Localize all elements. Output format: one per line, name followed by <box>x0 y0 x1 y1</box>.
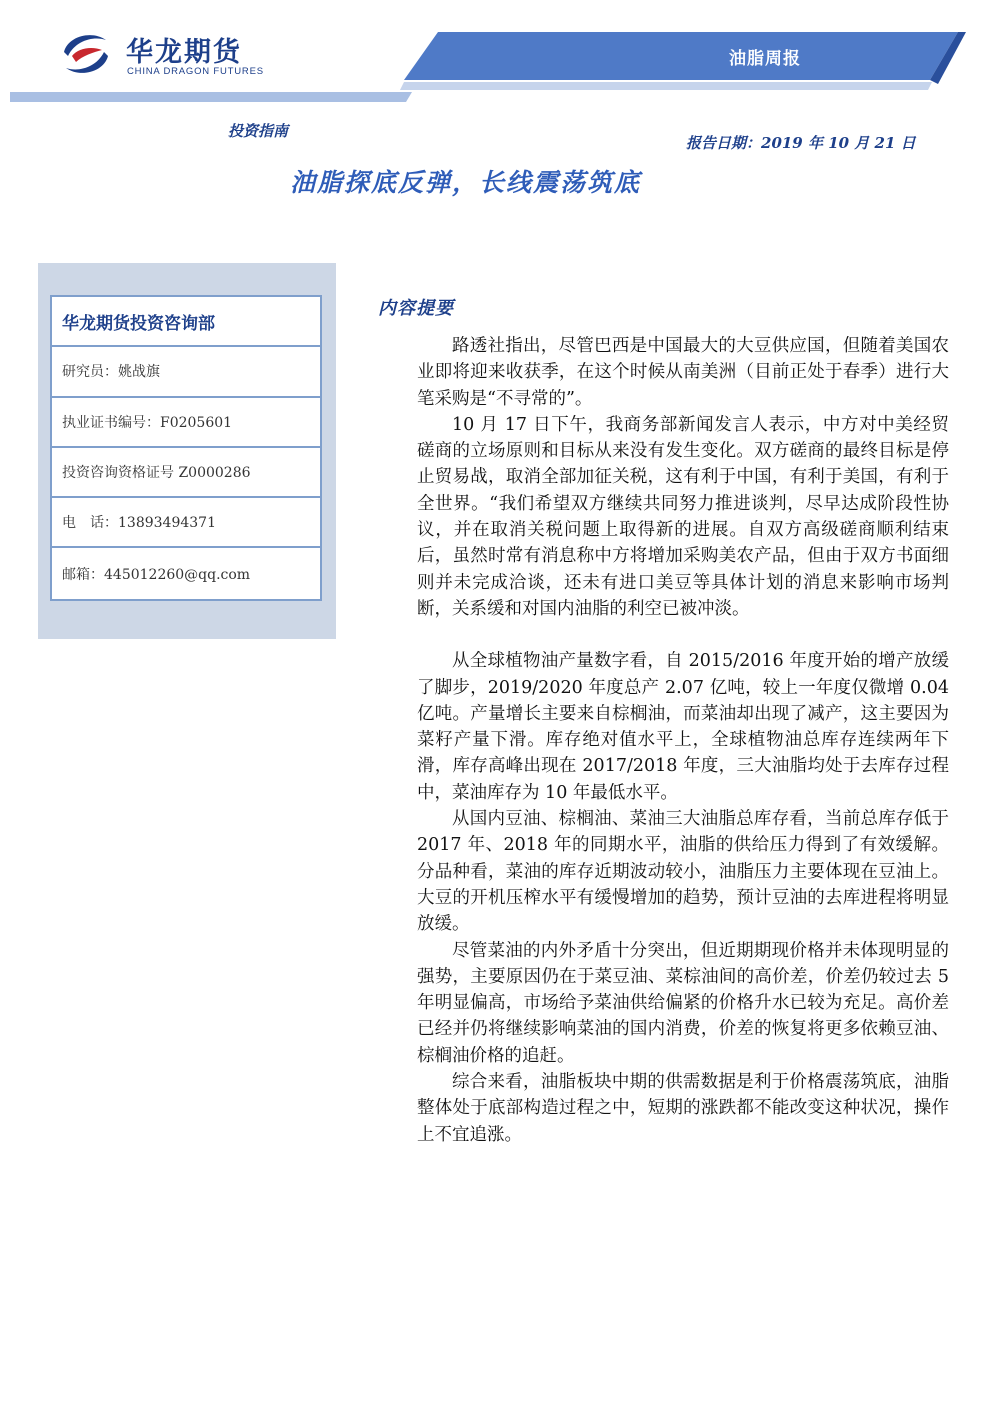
brand-name-en: CHINA DRAGON FUTURES <box>127 66 264 77</box>
summary-paragraph: 综合来看，油脂板块中期的供需数据是利于价格震荡筑底，油脂整体处于底部构造过程之中，短期的涨跌都不能改变这种状况，操作上不宜追涨。 <box>417 1072 949 1145</box>
analyst-name: 研究员：姚战旗 <box>52 347 320 397</box>
consulting-certificate: 投资咨询资格证号 Z0000286 <box>52 448 320 498</box>
department-name: 华龙期货投资咨询部 <box>52 297 320 347</box>
section-label: 投资指南 <box>228 122 289 140</box>
summary-paragraph: 路透社指出，尽管巴西是中国最大的大豆供应国，但随着美国农业即将迎来收获季，在这个时候从南美洲（目前正处于春季）进行大笔采购是“不寻常的”。 <box>417 336 949 409</box>
email-address: 邮箱：445012260@qq.com <box>62 566 251 583</box>
practice-certificate: 执业证书编号：F0205601 <box>52 398 320 448</box>
report-date: 报告日期：2019 年 10 月 21 日 <box>686 134 916 152</box>
summary-paragraph: 从国内豆油、棕榈油、菜油三大油脂总库存看，当前总库存低于 2017 年、2018 年的同期水平，油脂的供给压力得到了有效缓解。分品种看，菜油的库存近期波动较小，油脂压力主要体现在豆油上。大豆的开机压榨水平有缓慢增加的趋势，预计豆油的去库进程将明显放缓。 <box>417 809 949 935</box>
header-band-underline <box>400 82 932 90</box>
summary-paragraph: 10 月 17 日下午，我商务部新闻发言人表示，中方对中美经贸磋商的立场原则和目标从来没有发生变化。双方磋商的最终目标是停止贸易战，取消全部加征关税，这有利于中国，有利于美国，有利于全世界。“我们希望双方继续共同努力推进谈判，尽早达成阶段性协议，并在取消关税问题上取得新的进展。自双方高级磋商顺利结束后，虽然时常有消息称中方将增加采购美农产品，但由于双方书面细则并未完成洽谈，还未有进口美豆等具体计划的消息来影响市场判断，关系缓和对国内油脂的利空已被冲淡。 <box>417 414 949 619</box>
brand-name-cn: 华龙期货 <box>126 37 242 68</box>
analyst-info-box <box>50 295 322 601</box>
header-band-light-stripe <box>10 92 412 102</box>
summary-body <box>417 333 949 1148</box>
header-band-panel <box>404 32 958 80</box>
phone-number: 电 话：13893494371 <box>52 498 320 548</box>
summary-paragraph: 从全球植物油产量数字看，自 2015/2016 年度开始的增产放缓了脚步，2019/2020 年度总产 2.07 亿吨，较上一年度仅微增 0.04 亿吨。产量增长主要来自棕榈油，而菜油却出现了减产，这主要因为菜籽产量下滑。库存绝对值水平上，全球植物油总库存连续两年下滑，库存高峰出现在 2017/2018 年度，三大油脂均处于去库存过程中，菜油库存为 10 年最低水平。 <box>417 651 949 803</box>
summary-paragraph: 尽管菜油的内外矛盾十分突出，但近期期现价格并未体现明显的强势，主要原因仍在于菜豆油、菜棕油间的高价差，价差仍较过去 5 年明显偏高，市场给予菜油供给偏紧的价格升水已较为充足。高价差已经并仍将继续影响菜油的国内消费，价差的恢复将更多依赖豆油、棕榈油价格的追赶。 <box>417 940 949 1066</box>
summary-heading: 内容提要 <box>378 298 454 319</box>
page-title: 油脂探底反弹，长线震荡筑底 <box>290 168 642 197</box>
report-type-tag: 油脂周报 <box>729 49 801 69</box>
analyst-info-panel <box>38 263 336 639</box>
company-logo-icon <box>58 26 114 82</box>
